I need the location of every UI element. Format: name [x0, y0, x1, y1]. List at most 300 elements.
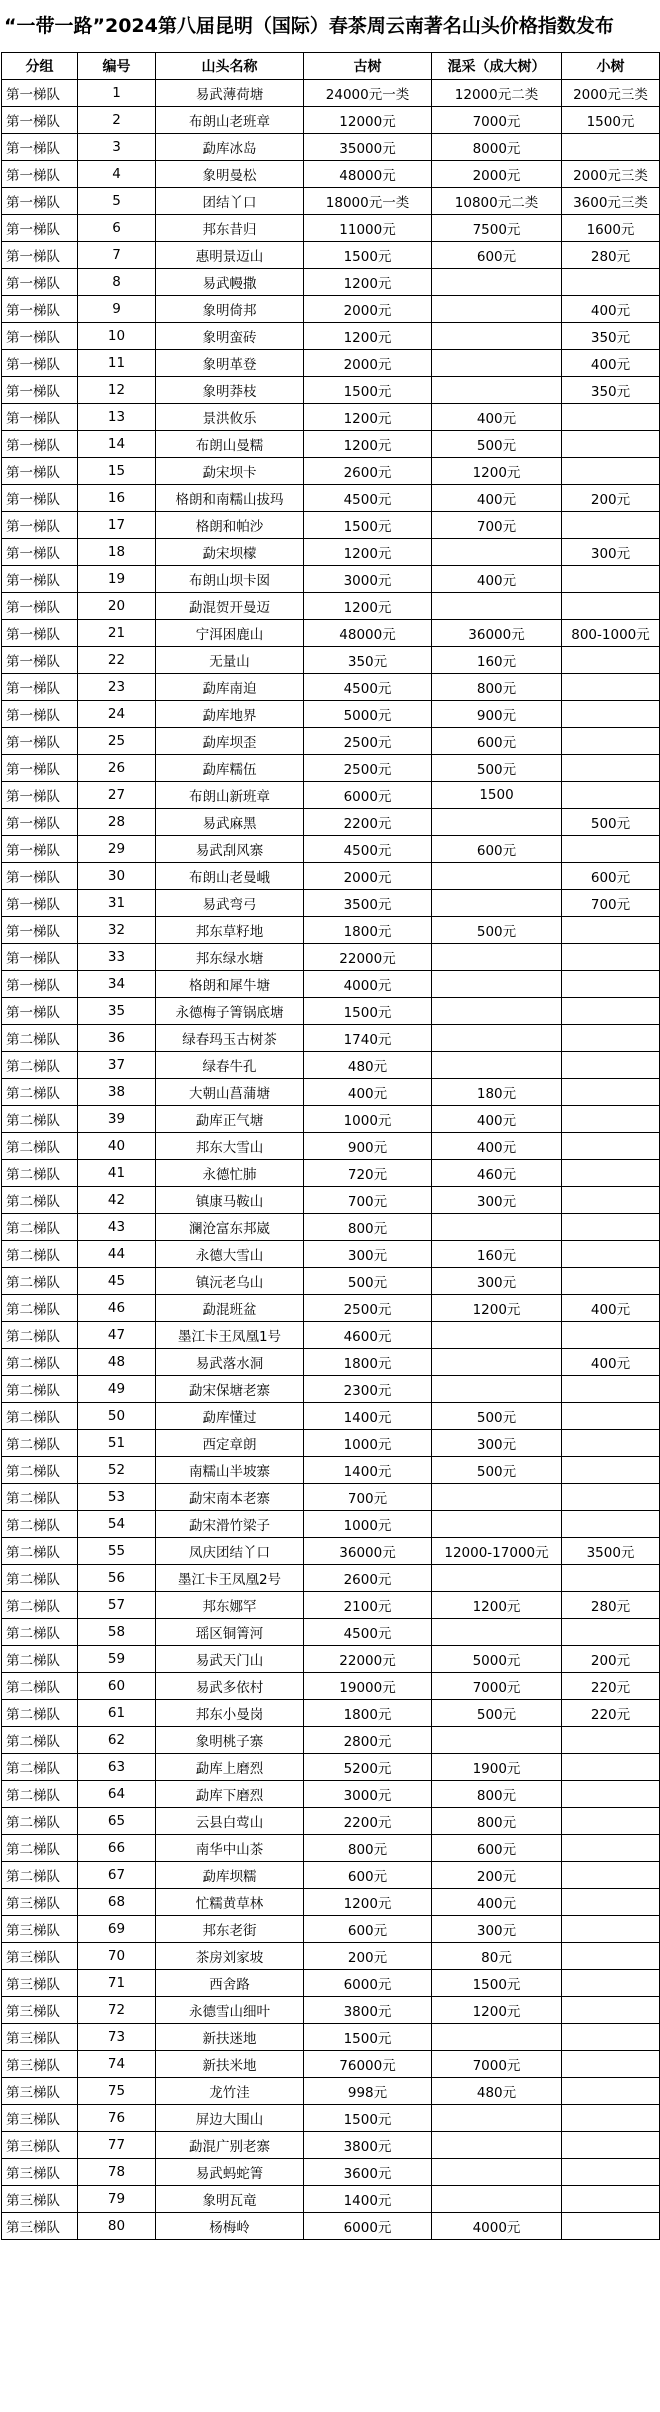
mountain-name-cell: 勐库糯伍: [156, 755, 304, 782]
number-cell: 11: [78, 350, 156, 377]
group-cell: 第三梯队: [2, 1970, 78, 1997]
group-cell: 第一梯队: [2, 809, 78, 836]
ancient-tree-price-cell: 11000元: [304, 215, 432, 242]
small-tree-price-cell: 600元: [562, 863, 660, 890]
group-cell: 第一梯队: [2, 107, 78, 134]
mountain-name-cell: 勐库坝歪: [156, 728, 304, 755]
ancient-tree-price-cell: 4500元: [304, 1619, 432, 1646]
ancient-tree-price-cell: 4500元: [304, 674, 432, 701]
mountain-name-cell: 勐库冰岛: [156, 134, 304, 161]
table-row: [2, 1214, 660, 1241]
number-cell: 73: [78, 2024, 156, 2051]
table-row: [2, 890, 660, 917]
small-tree-price-cell: [562, 1376, 660, 1403]
number-cell: 72: [78, 1997, 156, 2024]
number-cell: 74: [78, 2051, 156, 2078]
mixed-price-cell: 5000元: [432, 1646, 562, 1673]
ancient-tree-price-cell: 600元: [304, 1916, 432, 1943]
table-row: [2, 161, 660, 188]
number-cell: 8: [78, 269, 156, 296]
table-row: [2, 566, 660, 593]
mountain-name-cell: 象明革登: [156, 350, 304, 377]
small-tree-price-cell: 400元: [562, 1349, 660, 1376]
mixed-price-cell: [432, 890, 562, 917]
mountain-name-cell: 易武蚂蛇箐: [156, 2159, 304, 2186]
mixed-price-cell: [432, 1511, 562, 1538]
group-cell: 第三梯队: [2, 2024, 78, 2051]
mixed-price-cell: 400元: [432, 485, 562, 512]
mixed-price-cell: [432, 1619, 562, 1646]
group-cell: 第一梯队: [2, 296, 78, 323]
mixed-price-cell: [432, 1052, 562, 1079]
table-row: [2, 998, 660, 1025]
number-cell: 2: [78, 107, 156, 134]
group-cell: 第二梯队: [2, 1511, 78, 1538]
group-cell: 第一梯队: [2, 593, 78, 620]
group-cell: 第二梯队: [2, 1484, 78, 1511]
number-cell: 41: [78, 1160, 156, 1187]
mountain-name-cell: 澜沧富东邦崴: [156, 1214, 304, 1241]
ancient-tree-price-cell: 2200元: [304, 809, 432, 836]
mountain-name-cell: 邦东小曼岗: [156, 1700, 304, 1727]
mixed-price-cell: [432, 863, 562, 890]
mixed-price-cell: [432, 593, 562, 620]
group-cell: 第一梯队: [2, 161, 78, 188]
ancient-tree-price-cell: 2300元: [304, 1376, 432, 1403]
table-row: [2, 2078, 660, 2105]
ancient-tree-price-cell: 1200元: [304, 1889, 432, 1916]
mountain-name-cell: 墨江卡王凤凰2号: [156, 1565, 304, 1592]
table-row: [2, 80, 660, 107]
number-cell: 30: [78, 863, 156, 890]
number-cell: 52: [78, 1457, 156, 1484]
mountain-name-cell: 杨梅岭: [156, 2213, 304, 2240]
table-row: [2, 1673, 660, 1700]
ancient-tree-price-cell: 5000元: [304, 701, 432, 728]
table-row: [2, 269, 660, 296]
group-cell: 第二梯队: [2, 1241, 78, 1268]
mixed-price-cell: 500元: [432, 431, 562, 458]
ancient-tree-price-cell: 1800元: [304, 917, 432, 944]
small-tree-price-cell: [562, 701, 660, 728]
group-cell: 第二梯队: [2, 1700, 78, 1727]
table-row: [2, 1808, 660, 1835]
mountain-name-cell: 勐宋坝檬: [156, 539, 304, 566]
mountain-name-cell: 墨江卡王凤凰1号: [156, 1322, 304, 1349]
small-tree-price-cell: [562, 1106, 660, 1133]
ancient-tree-price-cell: 480元: [304, 1052, 432, 1079]
table-row: [2, 485, 660, 512]
mountain-name-cell: 镇康马鞍山: [156, 1187, 304, 1214]
small-tree-price-cell: [562, 566, 660, 593]
table-row: [2, 1079, 660, 1106]
group-cell: 第一梯队: [2, 863, 78, 890]
group-cell: 第一梯队: [2, 836, 78, 863]
mountain-name-cell: 宁洱困鹿山: [156, 620, 304, 647]
ancient-tree-price-cell: 48000元: [304, 161, 432, 188]
ancient-tree-price-cell: 800元: [304, 1835, 432, 1862]
table-row: [2, 242, 660, 269]
small-tree-price-cell: 400元: [562, 296, 660, 323]
group-cell: 第二梯队: [2, 1160, 78, 1187]
ancient-tree-price-cell: 4500元: [304, 485, 432, 512]
group-cell: 第二梯队: [2, 1349, 78, 1376]
mixed-price-cell: 7000元: [432, 2051, 562, 2078]
mixed-price-cell: 460元: [432, 1160, 562, 1187]
mixed-price-cell: 180元: [432, 1079, 562, 1106]
small-tree-price-cell: [562, 1241, 660, 1268]
group-cell: 第二梯队: [2, 1268, 78, 1295]
number-cell: 63: [78, 1754, 156, 1781]
mountain-name-cell: 勐宋保塘老寨: [156, 1376, 304, 1403]
ancient-tree-price-cell: 1500元: [304, 998, 432, 1025]
mixed-price-cell: 400元: [432, 1106, 562, 1133]
mixed-price-cell: 7000元: [432, 1673, 562, 1700]
ancient-tree-price-cell: 1500元: [304, 512, 432, 539]
mountain-name-cell: 格朗和南糯山拔玛: [156, 485, 304, 512]
mixed-price-cell: [432, 1349, 562, 1376]
table-row: [2, 836, 660, 863]
table-row: [2, 134, 660, 161]
number-cell: 57: [78, 1592, 156, 1619]
mixed-price-cell: 500元: [432, 1700, 562, 1727]
ancient-tree-price-cell: 6000元: [304, 782, 432, 809]
table-row: [2, 1889, 660, 1916]
mixed-price-cell: 7000元: [432, 107, 562, 134]
ancient-tree-price-cell: 2000元: [304, 863, 432, 890]
mountain-name-cell: 象明莽枝: [156, 377, 304, 404]
group-cell: 第一梯队: [2, 242, 78, 269]
header-mixed-picking: 混采（成大树）: [432, 53, 562, 80]
ancient-tree-price-cell: 36000元: [304, 1538, 432, 1565]
number-cell: 71: [78, 1970, 156, 1997]
small-tree-price-cell: 3600元三类: [562, 188, 660, 215]
small-tree-price-cell: [562, 1430, 660, 1457]
ancient-tree-price-cell: 35000元: [304, 134, 432, 161]
group-cell: 第二梯队: [2, 1727, 78, 1754]
small-tree-price-cell: [562, 674, 660, 701]
table-row: [2, 1295, 660, 1322]
ancient-tree-price-cell: 1400元: [304, 1457, 432, 1484]
ancient-tree-price-cell: 1200元: [304, 323, 432, 350]
number-cell: 76: [78, 2105, 156, 2132]
ancient-tree-price-cell: 6000元: [304, 2213, 432, 2240]
ancient-tree-price-cell: 22000元: [304, 944, 432, 971]
mountain-name-cell: 易武弯弓: [156, 890, 304, 917]
group-cell: 第三梯队: [2, 2213, 78, 2240]
table-row: [2, 323, 660, 350]
table-row: [2, 971, 660, 998]
group-cell: 第一梯队: [2, 728, 78, 755]
group-cell: 第一梯队: [2, 431, 78, 458]
ancient-tree-price-cell: 2500元: [304, 728, 432, 755]
group-cell: 第一梯队: [2, 188, 78, 215]
table-row: [2, 1106, 660, 1133]
small-tree-price-cell: [562, 404, 660, 431]
ancient-tree-price-cell: 18000元一类: [304, 188, 432, 215]
group-cell: 第一梯队: [2, 890, 78, 917]
table-row: [2, 917, 660, 944]
table-row: [2, 539, 660, 566]
number-cell: 78: [78, 2159, 156, 2186]
small-tree-price-cell: 280元: [562, 242, 660, 269]
small-tree-price-cell: [562, 1727, 660, 1754]
header-mountain-name: 山头名称: [156, 53, 304, 80]
number-cell: 56: [78, 1565, 156, 1592]
table-row: [2, 1835, 660, 1862]
small-tree-price-cell: [562, 2105, 660, 2132]
group-cell: 第三梯队: [2, 2105, 78, 2132]
number-cell: 19: [78, 566, 156, 593]
number-cell: 20: [78, 593, 156, 620]
mixed-price-cell: 500元: [432, 1457, 562, 1484]
ancient-tree-price-cell: 300元: [304, 1241, 432, 1268]
ancient-tree-price-cell: 4500元: [304, 836, 432, 863]
small-tree-price-cell: [562, 2159, 660, 2186]
mountain-name-cell: 龙竹洼: [156, 2078, 304, 2105]
number-cell: 35: [78, 998, 156, 1025]
mountain-name-cell: 永德大雪山: [156, 1241, 304, 1268]
table-row: [2, 2051, 660, 2078]
mountain-name-cell: 格朗和犀牛塘: [156, 971, 304, 998]
small-tree-price-cell: 400元: [562, 1295, 660, 1322]
table-row: [2, 2186, 660, 2213]
ancient-tree-price-cell: 3600元: [304, 2159, 432, 2186]
ancient-tree-price-cell: 1200元: [304, 539, 432, 566]
small-tree-price-cell: [562, 1214, 660, 1241]
ancient-tree-price-cell: 6000元: [304, 1970, 432, 1997]
small-tree-price-cell: 350元: [562, 323, 660, 350]
mixed-price-cell: 1200元: [432, 1592, 562, 1619]
number-cell: 66: [78, 1835, 156, 1862]
mixed-price-cell: 480元: [432, 2078, 562, 2105]
table-row: [2, 944, 660, 971]
small-tree-price-cell: [562, 134, 660, 161]
number-cell: 60: [78, 1673, 156, 1700]
group-cell: 第一梯队: [2, 404, 78, 431]
ancient-tree-price-cell: 76000元: [304, 2051, 432, 2078]
ancient-tree-price-cell: 12000元: [304, 107, 432, 134]
number-cell: 34: [78, 971, 156, 998]
ancient-tree-price-cell: 1500元: [304, 242, 432, 269]
mixed-price-cell: 4000元: [432, 2213, 562, 2240]
small-tree-price-cell: [562, 1565, 660, 1592]
group-cell: 第二梯队: [2, 1430, 78, 1457]
small-tree-price-cell: [562, 1484, 660, 1511]
mountain-name-cell: 勐宋坝卡: [156, 458, 304, 485]
mountain-name-cell: 云县白莺山: [156, 1808, 304, 1835]
table-row: [2, 755, 660, 782]
ancient-tree-price-cell: 19000元: [304, 1673, 432, 1700]
mountain-name-cell: 易武刮风寨: [156, 836, 304, 863]
mixed-price-cell: 500元: [432, 1403, 562, 1430]
mixed-price-cell: [432, 2159, 562, 2186]
number-cell: 49: [78, 1376, 156, 1403]
ancient-tree-price-cell: 2500元: [304, 1295, 432, 1322]
mountain-name-cell: 格朗和帕沙: [156, 512, 304, 539]
ancient-tree-price-cell: 600元: [304, 1862, 432, 1889]
mountain-name-cell: 勐库下磨烈: [156, 1781, 304, 1808]
table-row: [2, 350, 660, 377]
mountain-name-cell: 勐库懂过: [156, 1403, 304, 1430]
number-cell: 36: [78, 1025, 156, 1052]
small-tree-price-cell: [562, 2132, 660, 2159]
table-row: [2, 1592, 660, 1619]
small-tree-price-cell: [562, 1322, 660, 1349]
number-cell: 80: [78, 2213, 156, 2240]
ancient-tree-price-cell: 48000元: [304, 620, 432, 647]
mountain-name-cell: 布朗山新班章: [156, 782, 304, 809]
ancient-tree-price-cell: 2000元: [304, 296, 432, 323]
number-cell: 45: [78, 1268, 156, 1295]
table-row: [2, 188, 660, 215]
mountain-name-cell: 邦东绿水塘: [156, 944, 304, 971]
mountain-name-cell: 象明蛮砖: [156, 323, 304, 350]
number-cell: 53: [78, 1484, 156, 1511]
group-cell: 第三梯队: [2, 2159, 78, 2186]
mixed-price-cell: 12000-17000元: [432, 1538, 562, 1565]
ancient-tree-price-cell: 1200元: [304, 431, 432, 458]
number-cell: 77: [78, 2132, 156, 2159]
mixed-price-cell: 12000元二类: [432, 80, 562, 107]
number-cell: 55: [78, 1538, 156, 1565]
number-cell: 67: [78, 1862, 156, 1889]
small-tree-price-cell: [562, 1025, 660, 1052]
mixed-price-cell: 500元: [432, 917, 562, 944]
small-tree-price-cell: [562, 1889, 660, 1916]
group-cell: 第二梯队: [2, 1322, 78, 1349]
small-tree-price-cell: 1500元: [562, 107, 660, 134]
ancient-tree-price-cell: 1000元: [304, 1106, 432, 1133]
mountain-name-cell: 绿春玛玉古树茶: [156, 1025, 304, 1052]
table-row: [2, 593, 660, 620]
table-row: [2, 2105, 660, 2132]
number-cell: 7: [78, 242, 156, 269]
group-cell: 第一梯队: [2, 701, 78, 728]
mountain-name-cell: 永德梅子箐锅底塘: [156, 998, 304, 1025]
small-tree-price-cell: [562, 836, 660, 863]
ancient-tree-price-cell: 4600元: [304, 1322, 432, 1349]
small-tree-price-cell: 2000元三类: [562, 80, 660, 107]
number-cell: 23: [78, 674, 156, 701]
table-row: [2, 809, 660, 836]
table-row: [2, 1268, 660, 1295]
ancient-tree-price-cell: 998元: [304, 2078, 432, 2105]
mixed-price-cell: 160元: [432, 1241, 562, 1268]
table-row: [2, 512, 660, 539]
group-cell: 第二梯队: [2, 1403, 78, 1430]
group-cell: 第一梯队: [2, 458, 78, 485]
small-tree-price-cell: [562, 1754, 660, 1781]
table-row: [2, 1943, 660, 1970]
table-row: [2, 431, 660, 458]
table-row: [2, 404, 660, 431]
number-cell: 38: [78, 1079, 156, 1106]
small-tree-price-cell: 220元: [562, 1673, 660, 1700]
mixed-price-cell: 500元: [432, 755, 562, 782]
table-row: [2, 620, 660, 647]
table-row: [2, 1349, 660, 1376]
table-row: [2, 1241, 660, 1268]
group-cell: 第一梯队: [2, 134, 78, 161]
table-row: [2, 377, 660, 404]
table-row: [2, 1781, 660, 1808]
small-tree-price-cell: [562, 1970, 660, 1997]
table-row: [2, 1916, 660, 1943]
group-cell: 第一梯队: [2, 566, 78, 593]
mixed-price-cell: 300元: [432, 1916, 562, 1943]
small-tree-price-cell: [562, 1997, 660, 2024]
table-row: [2, 1862, 660, 1889]
ancient-tree-price-cell: 800元: [304, 1214, 432, 1241]
mountain-name-cell: 易武多依村: [156, 1673, 304, 1700]
group-cell: 第一梯队: [2, 971, 78, 998]
ancient-tree-price-cell: 4000元: [304, 971, 432, 998]
group-cell: 第二梯队: [2, 1862, 78, 1889]
number-cell: 4: [78, 161, 156, 188]
mountain-name-cell: 布朗山坝卡囡: [156, 566, 304, 593]
group-cell: 第一梯队: [2, 917, 78, 944]
mountain-name-cell: 易武落水洞: [156, 1349, 304, 1376]
table-row: [2, 2159, 660, 2186]
group-cell: 第二梯队: [2, 1835, 78, 1862]
mountain-name-cell: 忙糯黄草林: [156, 1889, 304, 1916]
number-cell: 25: [78, 728, 156, 755]
mountain-name-cell: 邦东昔归: [156, 215, 304, 242]
ancient-tree-price-cell: 1500元: [304, 377, 432, 404]
table-row: [2, 1187, 660, 1214]
number-cell: 26: [78, 755, 156, 782]
mountain-name-cell: 西定章朗: [156, 1430, 304, 1457]
mountain-name-cell: 象明曼松: [156, 161, 304, 188]
ancient-tree-price-cell: 1000元: [304, 1430, 432, 1457]
small-tree-price-cell: [562, 1781, 660, 1808]
mixed-price-cell: 400元: [432, 566, 562, 593]
table-row: [2, 107, 660, 134]
small-tree-price-cell: [562, 1862, 660, 1889]
mountain-name-cell: 易武麻黑: [156, 809, 304, 836]
small-tree-price-cell: [562, 1916, 660, 1943]
table-row: [2, 215, 660, 242]
group-cell: 第三梯队: [2, 1943, 78, 1970]
mixed-price-cell: [432, 2132, 562, 2159]
small-tree-price-cell: [562, 431, 660, 458]
ancient-tree-price-cell: 1200元: [304, 269, 432, 296]
mountain-name-cell: 屏边大围山: [156, 2105, 304, 2132]
table-row: [2, 674, 660, 701]
header-number: 编号: [78, 53, 156, 80]
mountain-name-cell: 西舍路: [156, 1970, 304, 1997]
group-cell: 第三梯队: [2, 2051, 78, 2078]
number-cell: 33: [78, 944, 156, 971]
mountain-name-cell: 大朝山菖蒲塘: [156, 1079, 304, 1106]
mountain-name-cell: 象明瓦竜: [156, 2186, 304, 2213]
small-tree-price-cell: [562, 2078, 660, 2105]
ancient-tree-price-cell: 2500元: [304, 755, 432, 782]
small-tree-price-cell: [562, 1457, 660, 1484]
small-tree-price-cell: 400元: [562, 350, 660, 377]
mountain-name-cell: 瑶区铜箐河: [156, 1619, 304, 1646]
small-tree-price-cell: 2000元三类: [562, 161, 660, 188]
group-cell: 第一梯队: [2, 998, 78, 1025]
mixed-price-cell: 900元: [432, 701, 562, 728]
table-row: [2, 1322, 660, 1349]
number-cell: 1: [78, 80, 156, 107]
small-tree-price-cell: 3500元: [562, 1538, 660, 1565]
ancient-tree-price-cell: 2600元: [304, 1565, 432, 1592]
ancient-tree-price-cell: 1400元: [304, 1403, 432, 1430]
mountain-name-cell: 布朗山曼糯: [156, 431, 304, 458]
